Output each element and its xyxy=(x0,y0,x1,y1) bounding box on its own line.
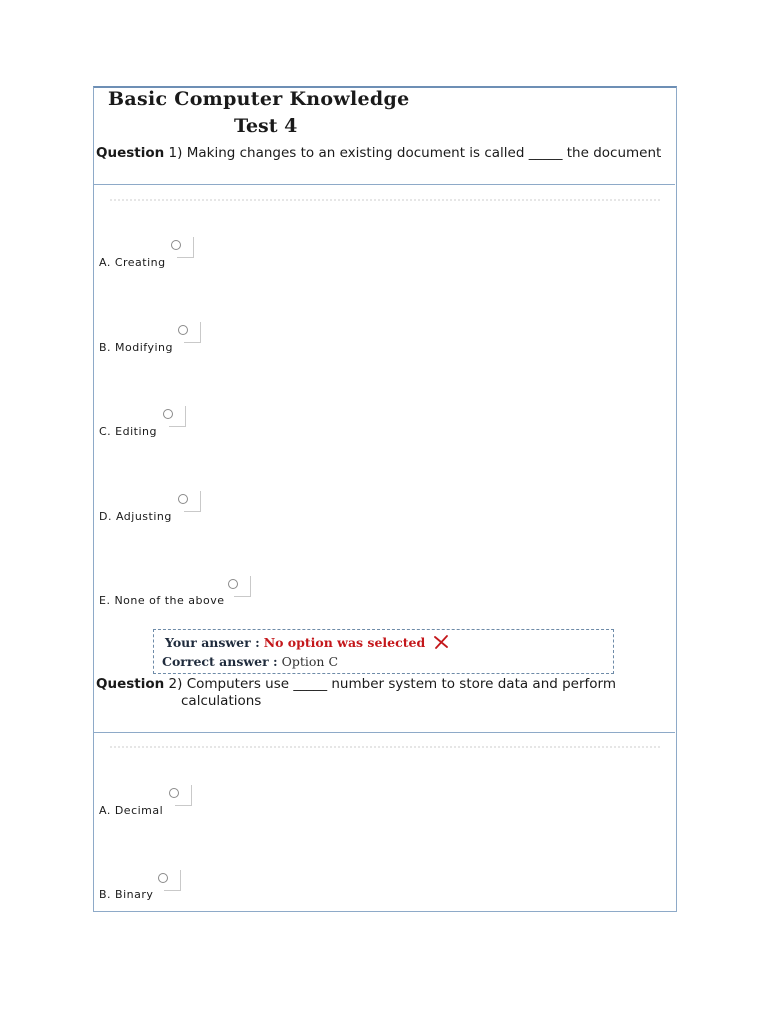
radio-circle-icon xyxy=(158,873,168,883)
option-1a-radio[interactable] xyxy=(168,237,194,257)
correct-answer-value: Option C xyxy=(281,654,339,669)
correct-answer-label: Correct answer : xyxy=(162,654,278,669)
radio-circle-icon xyxy=(171,240,181,250)
option-2a-radio[interactable] xyxy=(166,785,192,805)
option-1c-label: C. Editing xyxy=(99,425,157,438)
wrong-x-icon xyxy=(433,635,449,652)
option-1b-label: B. Modifying xyxy=(99,341,173,354)
question-1-separator xyxy=(94,184,675,185)
question-2-separator xyxy=(94,732,675,733)
dotted-divider xyxy=(110,199,660,201)
option-1b-radio[interactable] xyxy=(175,322,201,342)
your-answer-label: Your answer : xyxy=(165,635,260,650)
option-2a-label: A. Decimal xyxy=(99,804,164,817)
question-1-body: Making changes to an existing document is called _____ the document xyxy=(186,145,662,161)
answer-feedback-box xyxy=(153,629,614,674)
option-2b-label: B. Binary xyxy=(99,888,154,901)
test-title: Basic Computer Knowledge xyxy=(108,88,410,110)
dotted-divider xyxy=(110,746,660,748)
question-2-number: 2) xyxy=(168,676,183,692)
question-2-prefix: Question xyxy=(96,676,165,692)
question-2-text xyxy=(96,676,616,693)
radio-circle-icon xyxy=(228,579,238,589)
question-1-text xyxy=(96,145,661,162)
radio-circle-icon xyxy=(178,325,188,335)
option-1e-label: E. None of the above xyxy=(99,594,225,607)
radio-circle-icon xyxy=(163,409,173,419)
question-1-prefix: Question xyxy=(96,145,165,161)
radio-circle-icon xyxy=(169,788,179,798)
option-1e-radio[interactable] xyxy=(225,576,251,596)
option-1d-label: D. Adjusting xyxy=(99,510,172,523)
option-1a-label: A. Creating xyxy=(99,256,166,269)
your-answer-value: No option was selected xyxy=(263,635,426,650)
option-1d-radio[interactable] xyxy=(175,491,201,511)
question-1-number: 1) xyxy=(168,145,183,161)
question-2-body-cont: calculations xyxy=(181,693,262,709)
question-2-body: Computers use _____ number system to store data and perform xyxy=(186,676,617,692)
correct-answer-row xyxy=(162,654,338,669)
your-answer-row xyxy=(165,635,449,652)
test-subtitle: Test 4 xyxy=(234,115,298,137)
option-2b-radio[interactable] xyxy=(155,870,181,890)
option-1c-radio[interactable] xyxy=(160,406,186,426)
radio-circle-icon xyxy=(178,494,188,504)
